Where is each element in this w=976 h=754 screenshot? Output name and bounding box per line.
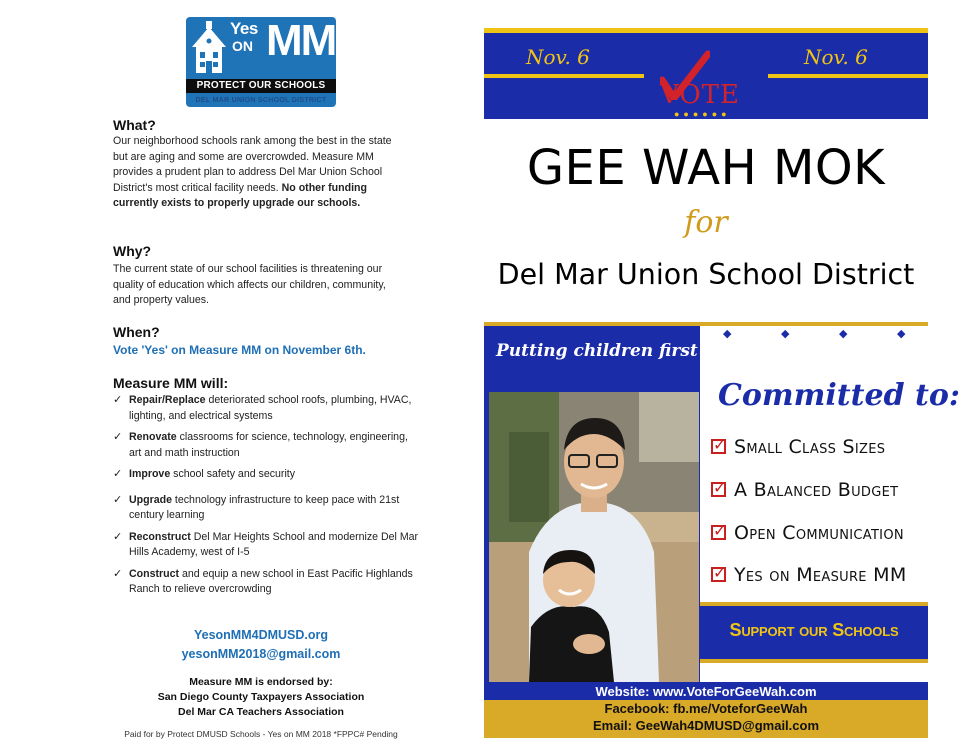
- checkbox-icon: ✓: [713, 521, 727, 540]
- checkbox-icon: ✓: [713, 563, 727, 582]
- measure-heading: Measure MM will:: [113, 375, 229, 391]
- diamond-icon: ◆: [839, 328, 848, 340]
- schoolhouse-icon: [190, 21, 228, 75]
- list-item: ✓ Construct and equip a new school in East Pacific Highlands Ranch to relieve overcrowding: [113, 567, 413, 595]
- checkmark-icon: ✓: [113, 394, 123, 406]
- logo-band: PROTECT OUR SCHOOLS: [186, 79, 336, 93]
- commitment-item: ✓ Small Class Sizes: [713, 435, 886, 458]
- what-bold: No other funding currently exists to properly upgrade our schools.: [113, 181, 367, 210]
- list-item: ✓ Repair/Replace deteriorated school roofs, plumbing, HVAC, lighting, and electrical systems: [113, 394, 412, 422]
- checkmark-icon: ✓: [113, 530, 123, 543]
- yes-on-mm-logo: [186, 17, 336, 107]
- commitment-item: ✓ A Balanced Budget: [713, 478, 899, 501]
- contact-email[interactable]: Email: GeeWah4DMUSD@gmail.com: [592, 718, 820, 733]
- logo-mm: MM: [266, 17, 336, 65]
- what-text: [113, 134, 409, 212]
- logo-subtitle: DEL MAR UNION SCHOOL DISTRICT: [195, 97, 327, 104]
- contact-facebook[interactable]: Facebook: fb.me/VoteforGeeWah: [604, 701, 808, 716]
- date-left: Nov. 6: [526, 45, 590, 69]
- tagline: Putting children first: [496, 341, 698, 361]
- gold-stripe: [768, 74, 928, 78]
- vote-banner: [484, 28, 928, 119]
- logo-on: ON: [232, 38, 253, 54]
- measure-list: [113, 393, 423, 598]
- list-item: ✓ Improve school safety and security: [113, 467, 423, 483]
- candidate-name: GEE WAH MOK: [526, 140, 886, 196]
- endorse-org: Del Mar CA Teachers Association: [178, 706, 344, 718]
- checkmark-icon: ✓: [113, 468, 123, 480]
- when-heading: When?: [113, 324, 160, 340]
- when-text: Vote 'Yes' on Measure MM on November 6th.: [113, 343, 366, 357]
- list-item: ✓ Reconstruct Del Mar Heights School and modernize Del Mar Hills Academy, west of I-5: [113, 530, 419, 558]
- website-link[interactable]: YesonMM4DMUSD.org: [193, 628, 329, 642]
- checkmark-icon: ✓: [113, 431, 123, 443]
- contact-website[interactable]: Website: www.VoteForGeeWah.com: [595, 684, 817, 699]
- endorse-org: San Diego County Taxpayers Association: [157, 691, 365, 703]
- vote-dots: ●●●●●●: [674, 109, 731, 119]
- checkbox-icon: ✓: [713, 478, 727, 497]
- endorsements: [0, 675, 522, 720]
- vote-word: VOTE: [660, 80, 740, 110]
- candidate-photo: [489, 392, 699, 682]
- what-heading: What?: [113, 117, 156, 133]
- committed-title: Committed to:: [718, 378, 960, 413]
- logo-yes: Yes: [230, 19, 258, 38]
- support-text: Support our Schools: [729, 620, 899, 640]
- date-right: Nov. 6: [804, 45, 868, 69]
- endorse-title: Measure MM is endorsed by:: [189, 676, 333, 688]
- gold-stripe: [484, 74, 644, 78]
- paid-for-disclaimer: Paid for by Protect DMUSD Schools - Yes on MM 2018 *FPPC# Pending: [124, 729, 398, 739]
- commitment-item: ✓ Yes on Measure MM: [713, 563, 907, 586]
- email-link[interactable]: yesonMM2018@gmail.com: [181, 647, 341, 661]
- diamond-icon: ◆: [781, 328, 790, 340]
- checkmark-icon: ✓: [113, 567, 123, 580]
- measure-mm-panel: [0, 0, 470, 754]
- checkbox-icon: ✓: [713, 435, 727, 454]
- checkmark-icon: ✓: [113, 493, 123, 506]
- diamond-icon: ◆: [897, 328, 906, 340]
- why-heading: Why?: [113, 243, 152, 259]
- what-body: Our neighborhood schools rank among the best in the state but are aging and some are overcrowded. Measure MM provides a prudent plan to address Del Mar Union School District's most critical facility needs.: [113, 135, 392, 194]
- candidate-for: for: [684, 205, 728, 240]
- diamond-icon: ◆: [723, 328, 732, 340]
- candidate-district: Del Mar Union School District: [497, 258, 915, 291]
- list-item: ✓ Renovate classrooms for science, technology, engineering, art and math instruction: [113, 431, 408, 459]
- why-text: The current state of our school facilities is threatening our quality of education which affects our children, community, and property values.: [113, 263, 386, 307]
- commitment-item: ✓ Open Communication: [713, 521, 904, 544]
- list-item: ✓ Upgrade technology infrastructure to keep pace with 21st century learning: [113, 493, 400, 521]
